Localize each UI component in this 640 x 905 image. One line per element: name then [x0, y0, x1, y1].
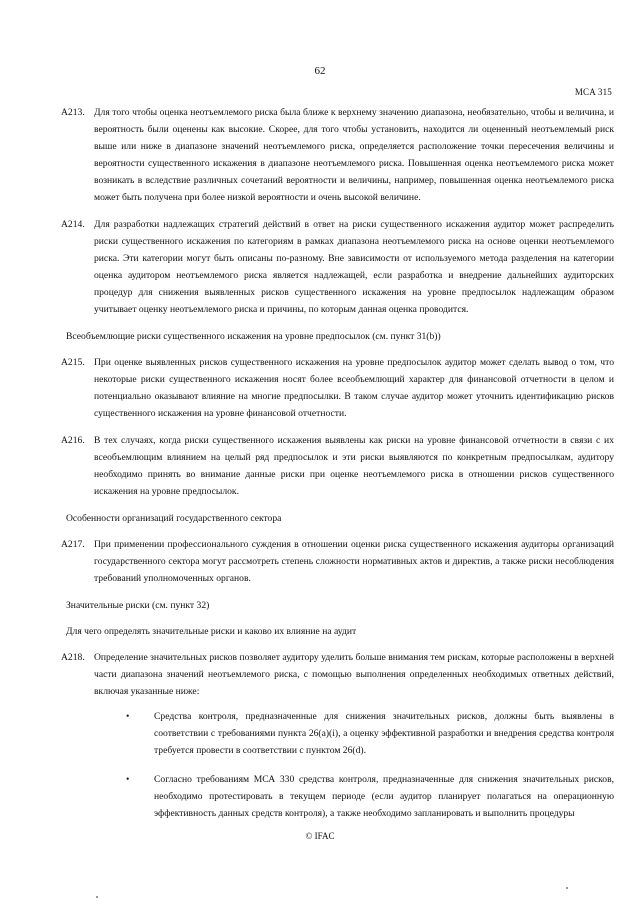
paragraph-text: Определение значительных рисков позволяет аудитору уделить больше внимания тем рискам, которые расположены в верхней части диапазона значений неотъемлемого риска, с помощью выполнения определенных необходимых ответных действий, включая указанные ниже:: [94, 652, 614, 697]
paragraph-number: A213.: [61, 107, 85, 118]
paragraph-group-a: [61, 104, 614, 318]
document-code: MCA 315: [574, 87, 612, 97]
scan-speck: [566, 887, 568, 889]
paragraph-a218: [61, 649, 614, 822]
paragraph-a214: [61, 216, 614, 318]
paragraph-group-b: [61, 354, 614, 500]
bullet-text: Средства контроля, предназначенные для снижения значительных рисков, должны быть выявлены в соответствии с требованиями пункта 26(a)(i), а оценку эффективной разработки и внедрения средства контроля требуется провести в соответствии с пунктом 26(d).: [154, 711, 614, 756]
scan-speck: [96, 896, 98, 898]
page-number: 62: [314, 65, 326, 77]
paragraph-text: При оценке выявленных рисков существенного искажения на уровне предпосылок аудитор может сделать вывод о том, что некоторые риски существенного искажения носят более всеобъемлющий характер для финансовой отчетности в целом и потенциально оказывают влияние на многие предпосылки. В таком случае аудитор может уточнить идентификацию рисков существенного искажения на уровне финансовой отчетности.: [94, 357, 614, 419]
paragraph-text: При применении профессионального суждения в отношении оценки риска существенного искажения аудиторы организаций государственного сектора могут рассмотреть степень сложности нормативных актов и директив, а также риски несоблюдения требований уполномоченных органов.: [94, 539, 614, 584]
section-heading-significant-risks: Значительные риски (см. пункт 32): [66, 600, 210, 611]
bullet-item: [122, 771, 614, 822]
paragraph-group-c: [61, 536, 614, 587]
footer-copyright: © IFAC: [305, 831, 335, 841]
subsection-heading-why-significant-risks: Для чего определять значительные риски и каково их влияние на аудит: [66, 626, 357, 637]
paragraph-a217: [61, 536, 614, 587]
paragraph-number: A217.: [61, 539, 85, 550]
paragraph-a216: [61, 432, 614, 500]
paragraph-number: A218.: [61, 652, 85, 663]
paragraph-number: A214.: [61, 219, 85, 230]
paragraph-text: В тех случаях, когда риски существенного искажения выявлены как риски на уровне финансовой отчетности в связи с их всеобъемлющим влиянием на целый ряд предпосылок и эти риски выявляются по конкретным предпосылкам, аудитору необходимо принять во внимание данные риски при оценке неотъемлемого риска в отношении рисков существенного искажения на уровне предпосылок.: [94, 435, 614, 497]
bullet-list: [122, 708, 614, 822]
page-content: [61, 104, 614, 834]
section-heading-pervasive-risks: Всеобъемлющие риски существенного искажения на уровне предпосылок (см. пункт 31(b)): [66, 331, 441, 342]
paragraph-text: Для разработки надлежащих стратегий действий в ответ на риски существенного искажения аудитор может распределить риски существенного искажения по категориям в рамках диапазона неотъемлемого риска на основе оценки неотъемлемого риска. Эти категории могут быть описаны по-разному. Вне зависимости от используемого метода разделения на категории оценка аудитором неотъемлемого риска является надлежащей, если разработка и внедрение дальнейших аудиторских процедур для снижения выявленных рисков существенного искажения на уровне предпосылок надлежащим образом учитывает оценку неотъемлемого риска и причины, по которым данная оценка проводится.: [94, 219, 614, 315]
paragraph-number: A216.: [61, 435, 85, 446]
bullet-dot-icon: •: [126, 711, 130, 722]
bullet-dot-icon: •: [126, 774, 130, 785]
paragraph-a213: [61, 104, 614, 206]
paragraph-text: Для того чтобы оценка неотъемлемого риска была ближе к верхнему значению диапазона, необязательно, чтобы и величина, и вероятность были оценены как высокие. Скорее, для того чтобы установить, находится ли оцененный неотъемлемый риск выше или ниже в диапазоне значений неотъемлемого риска, определяется расположение точки пересечения величины и вероятности существенного искажения в диапазоне неотъемлемого риска. Повышенная оценка неотъемлемого риска может возникать в вследствие различных сочетаний вероятности и величины, например, повышенная оценка неотъемлемого риска может быть получена при более низкой вероятности и очень высокой величине.: [94, 107, 614, 203]
section-heading-public-sector: Особенности организаций государственного сектора: [66, 513, 282, 524]
bullet-text: Согласно требованиям МСА 330 средства контроля, предназначенные для снижения значительных рисков, необходимо протестировать в текущем периоде (если аудитор планирует полагаться на операционную эффективность данных средств контроля), а также необходимо запланировать и выполнить процедуры: [154, 774, 614, 819]
paragraph-number: A215.: [61, 357, 85, 368]
paragraph-a215: [61, 354, 614, 422]
bullet-item: [122, 708, 614, 759]
